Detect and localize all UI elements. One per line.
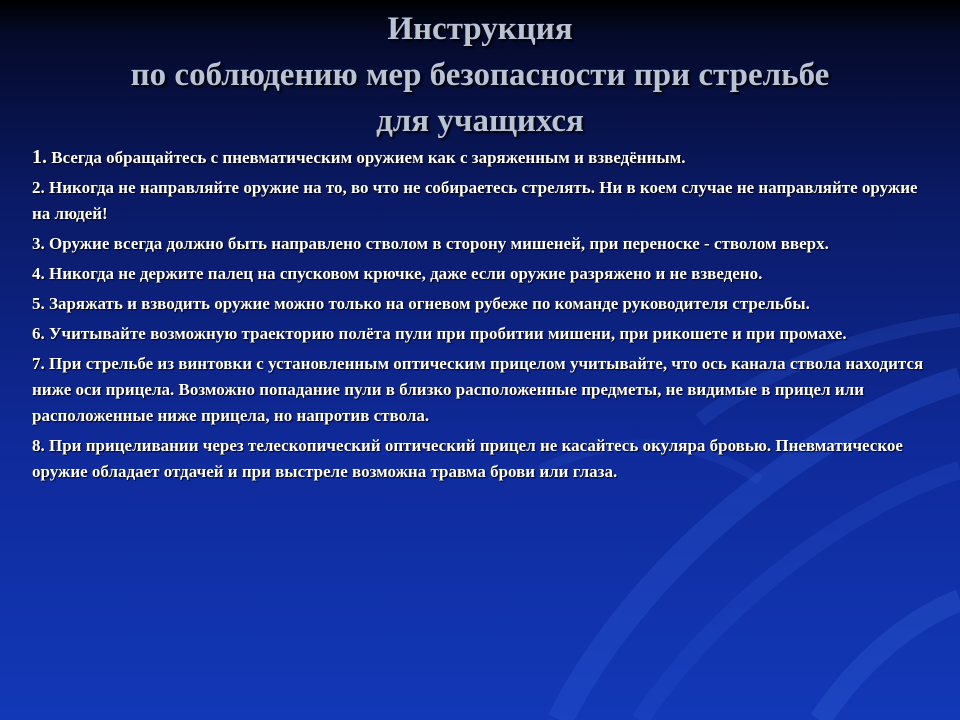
- rule-number: 1.: [32, 146, 47, 168]
- rule-item-3: [32, 231, 937, 257]
- title-line-3: для учащихся: [376, 103, 584, 139]
- rule-text: Заряжать и взводить оружие можно только на огневом рубеже по команде руководителя стрельбы.: [44, 294, 810, 313]
- rule-item-2: [32, 175, 937, 227]
- rule-item-8: [32, 433, 937, 485]
- rule-text: Никогда не держите палец на спусковом крючке, даже если оружие разряжено и не взведено.: [44, 264, 763, 283]
- rule-item-5: [32, 291, 937, 317]
- rule-text: При прицеливании через телескопический оптический прицел не касайтесь окуляра бровью. Пневматическое оружие обладает отдачей и при выстреле возможна травма брови или глаза.: [32, 436, 903, 481]
- rule-item-6: [32, 321, 937, 347]
- rule-number: 5.: [32, 294, 45, 313]
- rule-text: Учитывайте возможную траекторию полёта пули при пробитии мишени, при рикошете и при промахе.: [44, 324, 847, 343]
- rule-number: 3.: [32, 234, 45, 253]
- rule-item-1: [32, 144, 937, 171]
- rule-number: 8.: [32, 436, 45, 455]
- title-line-2: по соблюдению мер безопасности при стрельбе: [130, 57, 830, 93]
- rule-text: Никогда не направляйте оружие на то, во что не собираетесь стрелять. Ни в коем случае не направляйте оружие на людей!: [32, 178, 918, 223]
- rule-number: 7.: [32, 354, 45, 373]
- rule-number: 4.: [32, 264, 45, 283]
- rule-text: Оружие всегда должно быть направлено стволом в сторону мишеней, при переноске - стволом вверх.: [44, 234, 829, 253]
- title-line-1: Инструкция: [387, 11, 573, 47]
- rules-list: [32, 144, 937, 489]
- page-title: [0, 6, 960, 144]
- rule-item-7: [32, 351, 937, 429]
- rule-text: Всегда обращайтесь с пневматическим оружием как с заряженным и взведённым.: [47, 148, 686, 167]
- rule-text: При стрельбе из винтовки с установленным оптическим прицелом учитывайте, что ось канала ствола находится ниже оси прицела. Возможно попадание пули в близко расположенные предметы, не видимые в прицел или расположенные ниже прицела, но напротив ствола.: [32, 354, 924, 425]
- rule-number: 2.: [32, 178, 45, 197]
- rule-item-4: [32, 261, 937, 287]
- rule-number: 6.: [32, 324, 45, 343]
